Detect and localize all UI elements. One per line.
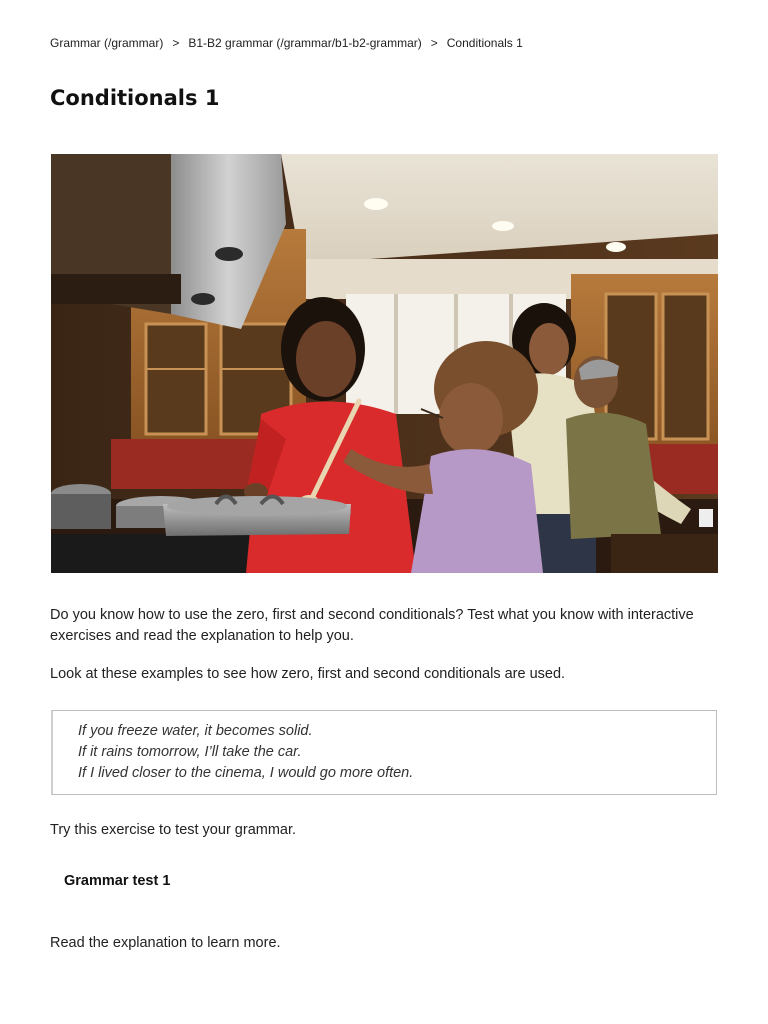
explanation-prompt: Read the explanation to learn more. [50,935,281,951]
grammar-test-link[interactable]: Grammar test 1 [64,873,171,889]
breadcrumb-separator: > [430,36,438,50]
breadcrumb-link-grammar[interactable]: Grammar (/grammar) [50,36,164,50]
exercise-prompt: Try this exercise to test your grammar. [50,822,297,838]
breadcrumb-link-b1-b2-grammar[interactable]: B1-B2 grammar (/grammar/b1-b2-grammar) [188,36,422,50]
examples-lead-paragraph: Look at these examples to see how zero, first and second conditionals are used. [50,666,566,682]
breadcrumb-separator: > [172,36,180,50]
intro-paragraph: Do you know how to use the zero, first and second conditionals? Test what you know with interactive exercises and read the explanation to help you. [50,607,694,644]
example-sentence: If I lived closer to the cinema, I would go more often. [78,765,414,781]
breadcrumb-current: Conditionals 1 [446,36,523,50]
page-title: Conditionals 1 [50,86,220,110]
hero-image-family-cooking [51,154,718,573]
breadcrumb [50,36,523,50]
example-sentence: If it rains tomorrow, I’ll take the car. [78,744,302,760]
example-sentence: If you freeze water, it becomes solid. [78,723,313,739]
examples-box [51,710,717,795]
